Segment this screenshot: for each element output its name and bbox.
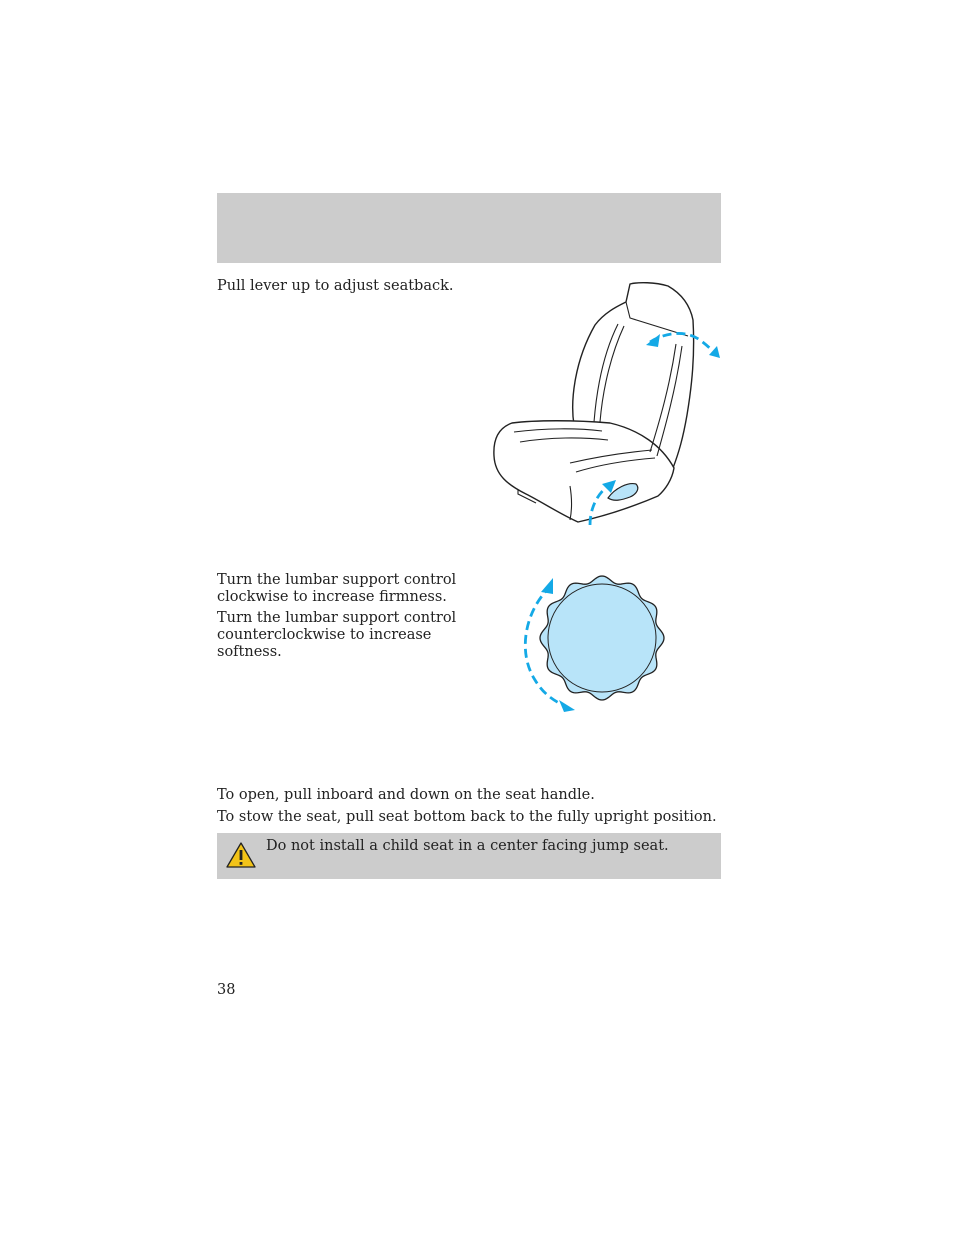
jump-seat-open-text: To open, pull inboard and down on the seat handle. (217, 787, 595, 803)
lumbar-clockwise-text: Turn the lumbar support control clockwise to increase firmness. (217, 572, 457, 605)
jump-seat-stow-text: To stow the seat, pull seat bottom back to the fully upright position. (217, 809, 717, 825)
warning-triangle-icon (225, 841, 257, 869)
seat-recline-illustration (490, 280, 725, 530)
warning-text: Do not install a child seat in a center facing jump seat. (266, 838, 669, 854)
warning-box (217, 833, 721, 879)
seatback-instruction: Pull lever up to adjust seatback. (217, 278, 454, 294)
section-header-bar (217, 193, 721, 263)
page-number: 38 (217, 982, 236, 998)
lumbar-knob-illustration (515, 570, 670, 715)
lumbar-counterclockwise-text: Turn the lumbar support control counterclockwise to increase softness. (217, 610, 457, 660)
